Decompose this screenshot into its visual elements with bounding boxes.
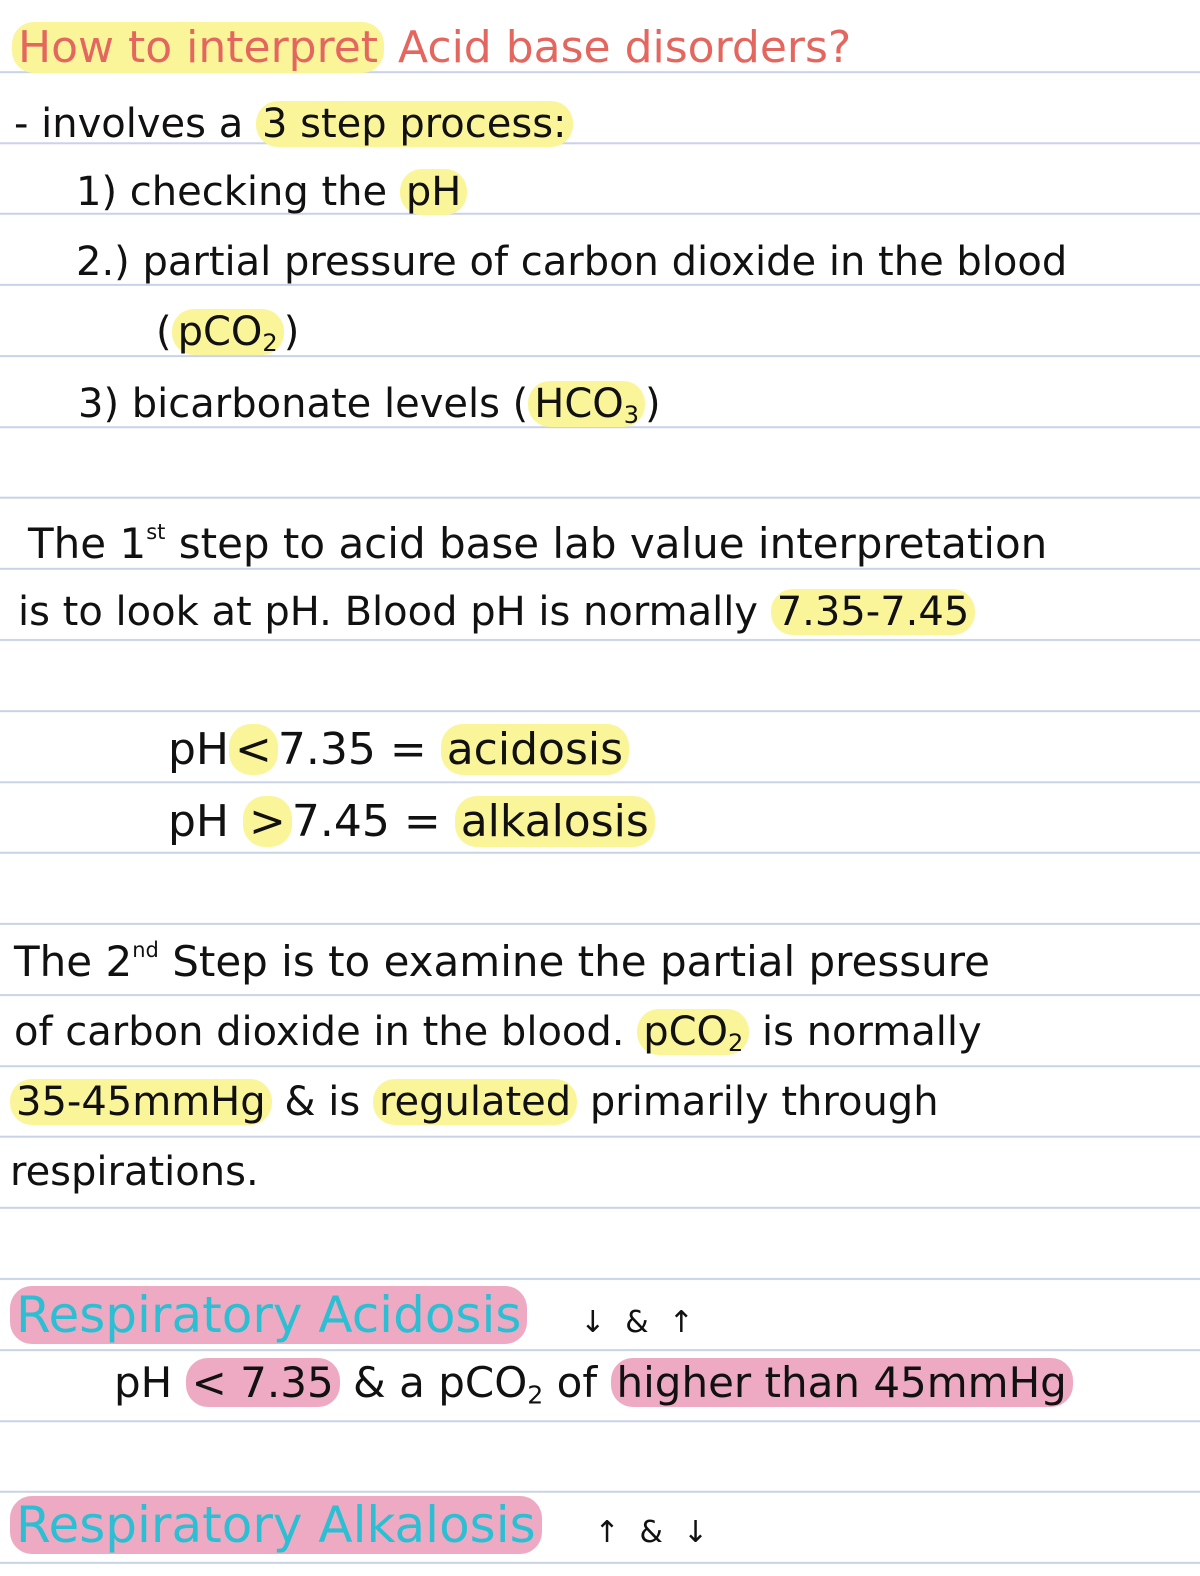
intro-prefix: - involves a: [14, 101, 244, 147]
regulated-highlight: regulated: [373, 1079, 577, 1125]
down-arrow-icon: ↓: [682, 1515, 729, 1550]
paren-close: ): [283, 309, 300, 355]
resp-alkalosis-title: Respiratory Alkalosis: [10, 1496, 542, 1554]
step2-text-g: respirations.: [10, 1149, 259, 1195]
up-arrow-icon: ↑: [668, 1305, 714, 1340]
step1-text-c: is to look at pH. Blood pH is normally: [18, 589, 758, 635]
resp-acidosis-rule: [114, 1358, 1073, 1410]
subscript: 2: [527, 1380, 544, 1410]
ph-threshold: < 7.35: [186, 1358, 340, 1407]
step2-text-a: The 2: [14, 936, 133, 986]
step-item-1: [76, 169, 467, 215]
resp-acidosis-title: Respiratory Acidosis: [10, 1286, 527, 1344]
step1-text-a: The 1: [28, 518, 147, 568]
ph-value: 7.45 =: [291, 796, 441, 847]
step-number: 3): [78, 381, 120, 427]
pco2-threshold: higher than 45mmHg: [611, 1358, 1073, 1407]
arrows-indicator: [580, 1305, 714, 1340]
step-number: 1): [76, 169, 118, 215]
step-highlight: [172, 309, 284, 355]
step-item-2-cont: [156, 309, 300, 357]
superscript: nd: [132, 938, 159, 962]
rule-text-of: of: [556, 1358, 598, 1407]
step2-text-d: is normally: [762, 1009, 982, 1055]
step-text: checking the: [129, 169, 388, 215]
superscript: st: [146, 520, 166, 544]
step1-line-1: [28, 518, 1048, 568]
up-arrow-icon: ↑: [594, 1515, 640, 1550]
ph-result: acidosis: [441, 724, 629, 775]
resp-alkalosis-heading: [10, 1496, 729, 1554]
step2-line-1: [14, 936, 990, 986]
step2-line-4: [10, 1149, 259, 1195]
page-title: [12, 22, 852, 73]
step2-text-b: Step is to examine the partial pressure: [172, 936, 990, 986]
ampersand: &: [625, 1305, 669, 1340]
ph-value: 7.35 =: [277, 724, 427, 775]
ph-rule-alkalosis: [168, 796, 655, 847]
subscript: 2: [728, 1029, 744, 1057]
step2-line-3: [10, 1079, 939, 1125]
step2-text-c: of carbon dioxide in the blood.: [14, 1009, 625, 1055]
intro-highlight: 3 step process:: [256, 101, 573, 147]
ph-label: pH: [168, 796, 230, 847]
step2-text-e: & is: [284, 1079, 361, 1125]
step-item-3: [78, 381, 661, 429]
subscript: 2: [262, 329, 278, 357]
subscript: 3: [623, 401, 640, 429]
operator: >: [243, 796, 292, 847]
step2-text-f: primarily through: [589, 1079, 939, 1125]
ph-result: alkalosis: [455, 796, 655, 847]
ph-rule-acidosis: [168, 724, 629, 775]
operator: <: [229, 724, 278, 775]
intro-line: [14, 101, 573, 147]
step-highlight: [528, 381, 645, 427]
hco3-text: HCO: [534, 381, 624, 427]
step-highlight: pH: [400, 169, 467, 215]
normal-pco2-range: 35-45mmHg: [10, 1079, 272, 1125]
rule-text: & a pCO: [353, 1358, 528, 1407]
step-text: bicarbonate levels (: [131, 381, 529, 427]
arrows-indicator: [594, 1515, 728, 1550]
pco2-highlight: [637, 1009, 749, 1055]
down-arrow-icon: ↓: [580, 1305, 626, 1340]
normal-ph-range: 7.35-7.45: [771, 589, 976, 635]
step1-text-b: step to acid base lab value interpretation: [178, 518, 1048, 568]
ph-label: pH: [114, 1358, 173, 1407]
ph-label: pH: [168, 724, 230, 775]
ampersand: &: [639, 1515, 683, 1550]
title-text: Acid base disorders?: [398, 22, 852, 73]
step1-line-2: [18, 589, 975, 635]
step2-line-2: [14, 1009, 982, 1057]
paren-close: ): [645, 381, 661, 427]
title-highlight: How to interpret: [12, 22, 384, 73]
paren-open: (: [156, 309, 172, 355]
step-text: partial pressure of carbon dioxide in the blood: [142, 239, 1068, 285]
pco2-text: pCO: [643, 1009, 729, 1055]
step-number: 2.): [76, 239, 130, 285]
pco2-text: pCO: [177, 309, 263, 355]
step-item-2: [76, 239, 1068, 285]
resp-acidosis-heading: [10, 1286, 714, 1344]
